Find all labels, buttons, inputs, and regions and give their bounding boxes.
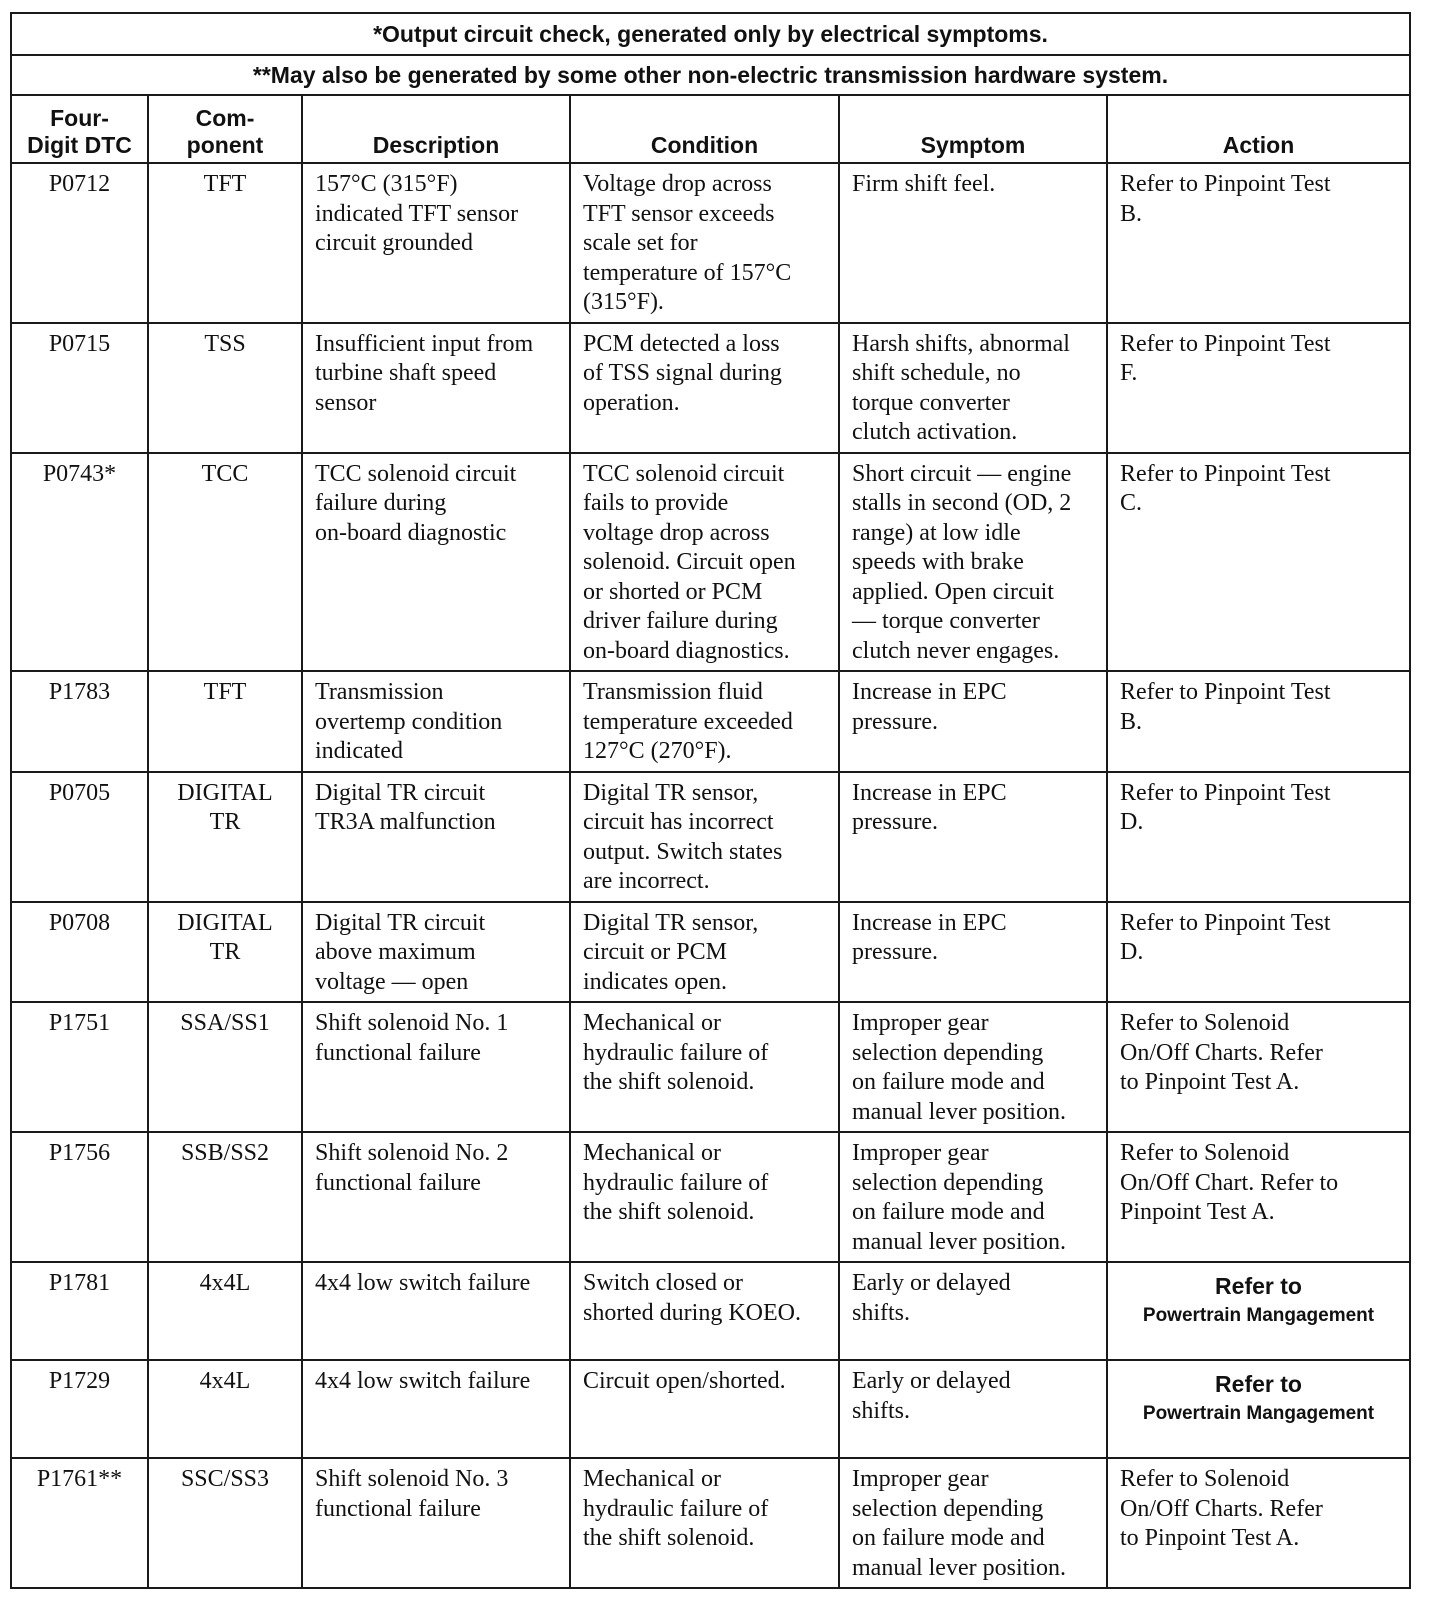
description: Shift solenoid No. 2 functional failure	[302, 1132, 570, 1262]
table-row	[11, 1458, 1410, 1588]
description: Digital TR circuit above maximum voltage — open	[302, 902, 570, 1003]
condition: Digital TR sensor, circuit has incorrect output. Switch states are incorrect.	[570, 772, 839, 902]
dtc-code: P1781	[11, 1262, 148, 1360]
condition: Digital TR sensor, circuit or PCM indicates open.	[570, 902, 839, 1003]
note-non-electric: **May also be generated by some other non-electric transmission hardware system.	[11, 55, 1410, 95]
component: DIGITAL TR	[148, 772, 302, 902]
symptom: Improper gear selection depending on failure mode and manual lever position.	[839, 1458, 1107, 1588]
component: SSA/SS1	[148, 1002, 302, 1132]
action: Refer to Pinpoint Test B.	[1107, 671, 1410, 772]
symptom: Increase in EPC pressure.	[839, 902, 1107, 1003]
table-row	[11, 453, 1410, 672]
table-row	[11, 1360, 1410, 1458]
component: TCC	[148, 453, 302, 672]
condition: Circuit open/shorted.	[570, 1360, 839, 1458]
action-refer-to: Refer to	[1215, 1273, 1302, 1299]
dtc-code: P1751	[11, 1002, 148, 1132]
table-row	[11, 671, 1410, 772]
dtc-code: P1783	[11, 671, 148, 772]
dtc-code: P0712	[11, 163, 148, 323]
symptom: Short circuit — engine stalls in second (OD, 2 range) at low idle speeds with brake applied. Open circuit — torque converter clutch never engages.	[839, 453, 1107, 672]
header-description: Description	[302, 95, 570, 163]
symptom: Early or delayed shifts.	[839, 1262, 1107, 1360]
table-row	[11, 772, 1410, 902]
action-refer-to: Refer to	[1215, 1371, 1302, 1397]
dtc-code: P0743*	[11, 453, 148, 672]
action	[1107, 1360, 1410, 1458]
header-condition: Condition	[570, 95, 839, 163]
table-row	[11, 163, 1410, 323]
action-powertrain-management: Powertrain Mangagement	[1142, 1403, 1375, 1424]
header-component: Com- ponent	[148, 95, 302, 163]
table-row	[11, 1262, 1410, 1360]
dtc-table	[10, 12, 1411, 1589]
action: Refer to Solenoid On/Off Charts. Refer to Pinpoint Test A.	[1107, 1458, 1410, 1588]
component: SSC/SS3	[148, 1458, 302, 1588]
dtc-code: P1761**	[11, 1458, 148, 1588]
description: TCC solenoid circuit failure during on-board diagnostic	[302, 453, 570, 672]
condition: Voltage drop across TFT sensor exceeds scale set for temperature of 157°C (315°F).	[570, 163, 839, 323]
component: DIGITAL TR	[148, 902, 302, 1003]
symptom: Early or delayed shifts.	[839, 1360, 1107, 1458]
note-row	[11, 13, 1410, 55]
condition: Transmission fluid temperature exceeded 127°C (270°F).	[570, 671, 839, 772]
table-row	[11, 323, 1410, 453]
table-row	[11, 1132, 1410, 1262]
dtc-code: P1756	[11, 1132, 148, 1262]
symptom: Improper gear selection depending on failure mode and manual lever position.	[839, 1002, 1107, 1132]
action: Refer to Pinpoint Test F.	[1107, 323, 1410, 453]
description: 4x4 low switch failure	[302, 1360, 570, 1458]
symptom: Firm shift feel.	[839, 163, 1107, 323]
dtc-code: P0708	[11, 902, 148, 1003]
description: 4x4 low switch failure	[302, 1262, 570, 1360]
action-powertrain-management: Powertrain Mangagement	[1142, 1305, 1375, 1326]
condition: Mechanical or hydraulic failure of the shift solenoid.	[570, 1132, 839, 1262]
action: Refer to Pinpoint Test B.	[1107, 163, 1410, 323]
description: Shift solenoid No. 3 functional failure	[302, 1458, 570, 1588]
component: 4x4L	[148, 1360, 302, 1458]
symptom: Increase in EPC pressure.	[839, 671, 1107, 772]
description: 157°C (315°F) indicated TFT sensor circuit grounded	[302, 163, 570, 323]
description: Shift solenoid No. 1 functional failure	[302, 1002, 570, 1132]
header-dtc: Four- Digit DTC	[11, 95, 148, 163]
description: Insufficient input from turbine shaft speed sensor	[302, 323, 570, 453]
condition: Switch closed or shorted during KOEO.	[570, 1262, 839, 1360]
component: TFT	[148, 671, 302, 772]
component: SSB/SS2	[148, 1132, 302, 1262]
component: TSS	[148, 323, 302, 453]
component: 4x4L	[148, 1262, 302, 1360]
symptom: Increase in EPC pressure.	[839, 772, 1107, 902]
dtc-code: P0705	[11, 772, 148, 902]
table-row	[11, 1002, 1410, 1132]
dtc-code: P0715	[11, 323, 148, 453]
symptom: Improper gear selection depending on failure mode and manual lever position.	[839, 1132, 1107, 1262]
action: Refer to Solenoid On/Off Charts. Refer to Pinpoint Test A.	[1107, 1002, 1410, 1132]
component: TFT	[148, 163, 302, 323]
action: Refer to Pinpoint Test C.	[1107, 453, 1410, 672]
action: Refer to Solenoid On/Off Chart. Refer to Pinpoint Test A.	[1107, 1132, 1410, 1262]
condition: PCM detected a loss of TSS signal during operation.	[570, 323, 839, 453]
header-action: Action	[1107, 95, 1410, 163]
symptom: Harsh shifts, abnormal shift schedule, no torque converter clutch activation.	[839, 323, 1107, 453]
action: Refer to Pinpoint Test D.	[1107, 902, 1410, 1003]
condition: TCC solenoid circuit fails to provide voltage drop across solenoid. Circuit open or shorted or PCM driver failure during on-board diagnostics.	[570, 453, 839, 672]
action: Refer to Pinpoint Test D.	[1107, 772, 1410, 902]
condition: Mechanical or hydraulic failure of the shift solenoid.	[570, 1458, 839, 1588]
condition: Mechanical or hydraulic failure of the shift solenoid.	[570, 1002, 839, 1132]
note-row	[11, 55, 1410, 95]
action	[1107, 1262, 1410, 1360]
table-row	[11, 902, 1410, 1003]
header-row	[11, 95, 1410, 163]
dtc-code: P1729	[11, 1360, 148, 1458]
description: Digital TR circuit TR3A malfunction	[302, 772, 570, 902]
note-output-circuit: *Output circuit check, generated only by electrical symptoms.	[11, 13, 1410, 55]
header-symptom: Symptom	[839, 95, 1107, 163]
description: Transmission overtemp condition indicated	[302, 671, 570, 772]
